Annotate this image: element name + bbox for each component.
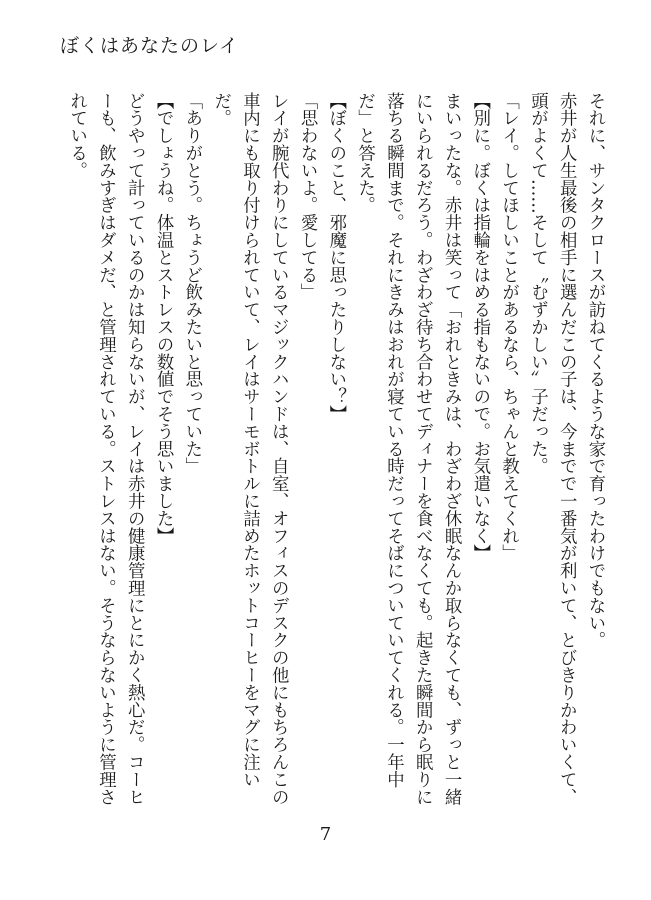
paragraph: 赤井が人生最後の相手に選んだこの子は、今までで一番気が利いて、とびきりかわいくて、頭がよくて……そして〝むずかしい〟子だった。 [527,92,577,806]
paragraph: それに、サンタクロースが訪ねてくるような家で育ったわけでもない。 [585,92,605,649]
paragraph: どうやって計っているのかは知らないが、レイは赤井の健康管理にとにかく熱心だ。コーヒーも、飲みすぎはダメだ、と管理されている。ストレスはない。そうならないように管理されている。 [66,92,145,806]
dialogue-line: 「思わないよ。愛してる」 [297,92,318,301]
dialogue-line: 「ありがとう。ちょうど飲みたいと思っていた」 [181,92,202,475]
dialogue-line: 「レイ。してほしいことがあるなら、ちゃんと教えてくれ」 [498,92,519,562]
dialogue-line: 【別に。ぼくは指輪をはめる指もないので。お気遣いなく】 [469,92,490,562]
body-text [66,92,609,812]
paragraph: まいったな。赤井は笑って「おれときみは、わざわざ休眠なんか取らなくても、ずっと一緒にいられるだろう。わざわざ待ち合わせてディナーを食べなくても。起きた瞬間から眠りに落ちる瞬間まで。それにきみはおれが寝ている時だってそばについていてくれる。一年中だ」と答えた。 [354,92,462,806]
dialogue-line: 【でしょうね。体温とストレスの数値でそう思いました】 [153,92,174,545]
page-number: 7 [319,824,332,845]
dialogue-line: 【ぼくのこと、邪魔に思ったりしない？】 [325,92,346,423]
paragraph: レイが腕代わりにしているマジックハンドは、自室、オフィスのデスクの他にもちろんこの車内にも取り付けられていて、レイはサーモボトルに詰めたホットコーヒーをマグに注いだ。 [210,92,289,806]
running-header: ぼくはあなたのレイ [60,35,240,57]
